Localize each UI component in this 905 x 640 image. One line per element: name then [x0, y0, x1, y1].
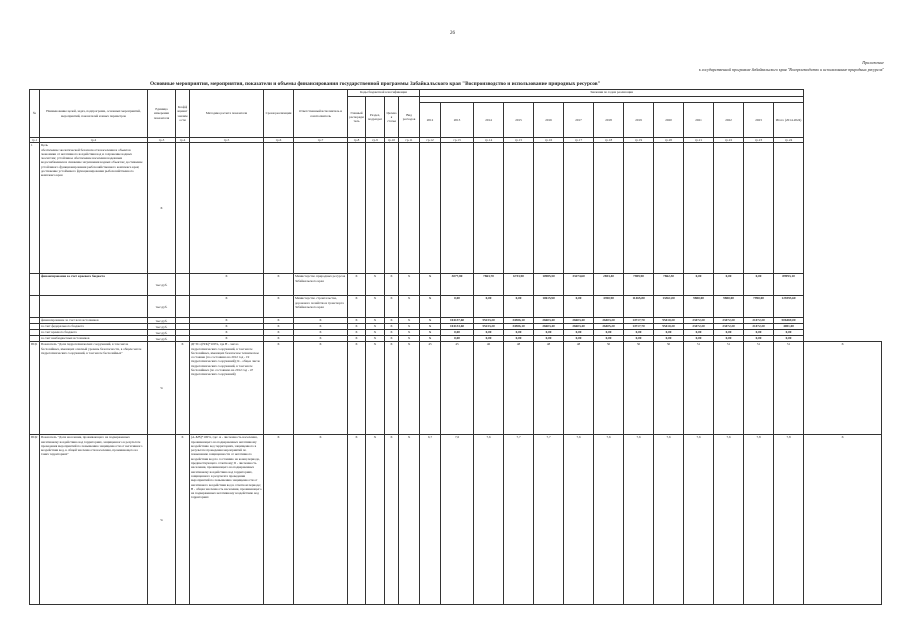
column-number: гр.5	[190, 138, 264, 143]
finance-value: 0,00	[744, 274, 774, 296]
finance-coef	[176, 274, 190, 296]
indicator-code: X	[348, 435, 366, 605]
year-cell: 2015	[504, 103, 534, 138]
finance-deadline: X	[264, 318, 294, 324]
column-number: гр.4	[176, 138, 190, 143]
column-number: гр.9	[366, 138, 385, 143]
finance-value: X	[420, 330, 441, 336]
indicator-code: X	[385, 342, 399, 435]
indicator-value: 51	[744, 342, 774, 435]
finance-unit: тыс.руб.	[148, 296, 176, 318]
finance-value: 0,00	[624, 330, 654, 336]
header-code-admin: Главный распорядитель	[348, 97, 366, 138]
indicator-value: 7,6	[441, 435, 474, 605]
indicator-value: 48	[564, 342, 594, 435]
indicator-coef: X	[176, 342, 190, 435]
finance-code: X	[399, 336, 420, 342]
indicator-value: 50	[654, 342, 684, 435]
header-code-type: Вид расходов	[399, 97, 420, 138]
finance-total: 506469,00	[774, 318, 804, 324]
finance-value: 26603,40	[534, 324, 564, 330]
finance-code: X	[385, 296, 399, 318]
header-deadline: Сроки реализации	[264, 90, 294, 138]
finance-value: 33274,60	[564, 274, 594, 296]
finance-value: 95410,20	[654, 324, 684, 330]
indicator-value: 51	[684, 342, 714, 435]
finance-code: X	[348, 318, 366, 324]
finance-name: за счет внебюджетных источников	[40, 336, 148, 342]
indicator-value: 7,8	[774, 435, 804, 605]
finance-value: 0,00	[441, 336, 474, 342]
finance-value: 55233,20	[474, 318, 504, 324]
indicator-value: 7,7	[534, 435, 564, 605]
finance-executor: Министерство природных ресурсов Забайкальского края	[294, 274, 348, 296]
indicator-value: 7,6	[684, 435, 714, 605]
finance-code: X	[399, 318, 420, 324]
finance-name: финансирование за счет всех источников	[40, 318, 148, 324]
finance-value: 55233,20	[474, 324, 504, 330]
year-cell: 2021	[684, 103, 714, 138]
finance-method: X	[190, 336, 264, 342]
finance-value: 26603,40	[564, 324, 594, 330]
indicator-num: ПЦ2	[30, 435, 40, 605]
goal-empty-cell	[441, 143, 474, 274]
indicator-value: 7,6	[714, 435, 744, 605]
finance-value: 0,00	[504, 296, 534, 318]
finance-value: 0,00	[624, 336, 654, 342]
finance-value: 0,00	[684, 330, 714, 336]
finance-code: X	[399, 296, 420, 318]
indicator-value: 46	[474, 342, 504, 435]
finance-value: 7909,90	[624, 274, 654, 296]
goal-empty-cell	[744, 143, 774, 274]
indicator-value: 45	[441, 342, 474, 435]
indicator-value: 7,6	[624, 435, 654, 605]
finance-value: 23472,20	[714, 324, 744, 330]
finance-code: X	[366, 296, 385, 318]
appendix-line2: к государственной программе Забайкальского края "Воспроизводство и использование природных ресурсов"	[698, 67, 884, 72]
indicator-num: ПЦ1	[30, 342, 40, 435]
column-number: гр.12	[420, 138, 441, 143]
finance-value: 0,00	[564, 330, 594, 336]
finance-value: 0,00	[654, 330, 684, 336]
indicator-value: 48	[504, 342, 534, 435]
header-values: Значения по годам реализации	[420, 90, 804, 97]
indicator-code: X	[399, 342, 420, 435]
finance-value: 26603,40	[534, 318, 564, 324]
finance-value: 0,00	[594, 336, 624, 342]
header-code-section: Раздел, подраздел	[366, 97, 385, 138]
finance-code: X	[399, 330, 420, 336]
indicator-name: Показатель "Доля населения, проживающего на подверженных негативному воздействию вод территориях, защищенного в результате проведения мероприятий по повышению защищенности от негативного воздействия вод, в общей численности населения, проживающего на таких территориях"	[40, 435, 148, 605]
finance-value: 0,00	[564, 296, 594, 318]
goal-empty-cell	[714, 143, 744, 274]
finance-value: 26405,20	[594, 324, 624, 330]
finance-code: X	[385, 274, 399, 296]
indicator-row	[30, 435, 882, 605]
finance-code: X	[348, 324, 366, 330]
finance-total: 0,00	[774, 336, 804, 342]
finance-coef	[176, 296, 190, 318]
finance-code: X	[385, 330, 399, 336]
finance-value: 7862,30	[654, 274, 684, 296]
finance-code: X	[348, 336, 366, 342]
finance-value: 21472,20	[744, 318, 774, 324]
goal-text	[40, 143, 148, 274]
indicator-value: 7,6	[474, 435, 504, 605]
indicator-deadline: X	[264, 342, 294, 435]
year-cell: 2014	[474, 103, 504, 138]
finance-value: 6733,90	[504, 274, 534, 296]
finance-unit: тыс.руб.	[148, 318, 176, 324]
column-number: гр.11	[399, 138, 420, 143]
indicator-coef: X	[176, 435, 190, 605]
column-number: гр.1	[30, 138, 40, 143]
finance-code: X	[385, 336, 399, 342]
indicator-value: 51	[714, 342, 744, 435]
finance-executor: Министерство строительства, дорожного хозяйства и транспорта Забайкальского края	[294, 296, 348, 318]
header-name: Наименование целей, задач, подпрограмм, основных мероприятий, мероприятий, показателей и иных параметров	[40, 90, 148, 138]
finance-value: 95410,20	[654, 318, 684, 324]
goal-empty-cell	[534, 143, 564, 274]
column-number: гр.2	[40, 138, 148, 143]
finance-num	[30, 274, 40, 296]
finance-value: 0,00	[504, 336, 534, 342]
finance-value: 26403,20	[594, 318, 624, 324]
indicator-value: 7,8	[744, 435, 774, 605]
finance-code: X	[399, 274, 420, 296]
finance-value: 10985,50	[534, 274, 564, 296]
goal-empty-cell	[624, 143, 654, 274]
finance-method: X	[190, 324, 264, 330]
indicator-value: 50	[594, 342, 624, 435]
finance-value: X	[420, 324, 441, 330]
finance-executor: X	[294, 330, 348, 336]
column-number: гр.20	[654, 138, 684, 143]
indicator-section	[30, 342, 882, 605]
indicator-row	[30, 342, 882, 435]
year-cell: 2012	[420, 103, 441, 138]
finance-value: 2853,40	[594, 274, 624, 296]
goal-empty-cell	[654, 143, 684, 274]
column-number: гр.21	[684, 138, 714, 143]
column-number: гр.23	[744, 138, 774, 143]
header-num: №	[30, 90, 40, 138]
finance-value: 104133,60	[441, 324, 474, 330]
finance-value: 0,00	[654, 336, 684, 342]
goal-unit-mark: X	[148, 143, 176, 274]
column-number: гр.15	[504, 138, 534, 143]
finance-row	[30, 274, 882, 296]
finance-value: 34586,10	[504, 318, 534, 324]
finance-value: 4390,90	[594, 296, 624, 318]
finance-value: 0,00	[714, 274, 744, 296]
finance-value: 21472,20	[744, 324, 774, 330]
finance-code: X	[366, 324, 385, 330]
finance-code: X	[348, 296, 366, 318]
finance-code: X	[348, 330, 366, 336]
finance-value: X	[420, 296, 441, 318]
finance-value: X	[420, 274, 441, 296]
finance-value: 0,00	[714, 330, 744, 336]
finance-value: 0,00	[474, 296, 504, 318]
finance-executor: X	[294, 336, 348, 342]
finance-code: X	[399, 324, 420, 330]
goal-label: Цель	[41, 143, 48, 148]
finance-value: 0,00	[684, 274, 714, 296]
year-cell: 2022	[714, 103, 744, 138]
indicator-code: X	[385, 435, 399, 605]
column-number: гр.17	[564, 138, 594, 143]
indicator-code: X	[348, 342, 366, 435]
goal-empty-cell	[684, 143, 714, 274]
finance-unit: тыс.руб.	[148, 324, 176, 330]
finance-value: 0,00	[441, 330, 474, 336]
finance-value: 0,00	[684, 336, 714, 342]
finance-code: X	[366, 336, 385, 342]
indicator-value: 50	[624, 342, 654, 435]
finance-row	[30, 296, 882, 318]
header-executor: Ответственный исполнитель и соисполнитель	[294, 90, 348, 138]
finance-value: 14717,70	[624, 324, 654, 330]
indicator-executor: X	[294, 342, 348, 435]
year-cell: 2017	[564, 103, 594, 138]
finance-unit: тыс.руб.	[148, 274, 176, 296]
column-number: гр.24	[774, 138, 804, 143]
finance-deadline: X	[264, 324, 294, 330]
column-number: гр.22	[714, 138, 744, 143]
goal-num: 1	[30, 143, 40, 274]
finance-total: 0,00	[774, 330, 804, 336]
finance-value: 3077,80	[441, 274, 474, 296]
goal-empty-cell	[176, 143, 190, 274]
finance-value: 0,00	[564, 336, 594, 342]
goal-empty-cell	[264, 143, 294, 274]
finance-unit: тыс.руб.	[148, 336, 176, 342]
finance-value: X	[420, 318, 441, 324]
goal-description: обеспечение экологической безопасности населения и объектов экономики от негативного воздействия вод и сохранение водных экосистем; устойчивое обеспечение населения надежным водоснабжением и снижение загрязнения водных объектов; достижение устойчивого функционирования рыбохозяйственного комплекса края; достижение устойчивого функционирования рыбохозяйственного комплекса края	[41, 147, 143, 178]
finance-method: X	[190, 274, 264, 296]
finance-value: 0,00	[534, 330, 564, 336]
column-number: гр.7	[294, 138, 348, 143]
header-code-item: Целевая статья	[385, 97, 399, 138]
indicator-value: 51	[774, 342, 804, 435]
finance-name: финансирование за счет краевого бюджета	[40, 274, 148, 296]
finance-value: 9800,00	[684, 296, 714, 318]
header-total: Итого (2014-2024)	[774, 103, 804, 138]
indicator-unit: %	[148, 342, 176, 435]
finance-value: 0,00	[744, 330, 774, 336]
column-number: гр.6	[264, 138, 294, 143]
finance-value: 10615,90	[534, 296, 564, 318]
indicator-value: 7,6	[594, 435, 624, 605]
indicator-value: 45	[420, 342, 441, 435]
appendix-note	[699, 59, 884, 73]
goal-empty-cell	[774, 143, 804, 274]
indicator-code: X	[366, 435, 385, 605]
finance-method: X	[190, 330, 264, 336]
indicator-name: Показатель "Доля гидротехнических сооружений, в том числе бесхозяйных, имеющих опасный уровень безопасности, в общем числе гидротехнических сооружений, в том числе бесхозяйных"	[40, 342, 148, 435]
goal-empty-cell	[366, 143, 385, 274]
indicator-value: 48	[534, 342, 564, 435]
column-number: гр.16	[534, 138, 564, 143]
finance-value: 0,00	[474, 336, 504, 342]
header-unit: Единица измерения показателя	[148, 90, 176, 138]
finance-value: 26603,40	[564, 318, 594, 324]
goal-empty-cell	[504, 143, 534, 274]
column-number: гр.14	[474, 138, 504, 143]
appendix-line1: Приложение	[862, 60, 884, 65]
year-cell: 2023	[744, 103, 774, 138]
indicator-value: 7,6	[564, 435, 594, 605]
goal-section	[30, 143, 882, 274]
finance-executor: X	[294, 324, 348, 330]
goal-empty-cell	[399, 143, 420, 274]
finance-method: X	[190, 296, 264, 318]
indicator-value: 6,7	[420, 435, 441, 605]
finance-executor: X	[294, 318, 348, 324]
finance-value: 34586,10	[504, 324, 534, 330]
finance-total: 129393,60	[774, 296, 804, 318]
finance-total: 89993,10	[774, 274, 804, 296]
year-cell: 2020	[654, 103, 684, 138]
finance-value: 23472,20	[714, 318, 744, 324]
finance-value: 0,00	[474, 330, 504, 336]
finance-deadline: X	[264, 330, 294, 336]
finance-value: 7863,70	[474, 274, 504, 296]
indicator-method: (А-Б/В)*100%, где: А - численность населения, проживающего на подверженных негативному воздействию вод территориях, защищенного в результате проведения мероприятий по повышению защищенности от негативного воздействия вод по состоянию на конец периода, предшествующего отчетному; Б - численность населения, проживающего на подверженных негативному воздействию вод территориях, защищенного в результате проведения мероприятий по повышению защищенности от негативного воздействия вод в отчетном периоде; В - общая численность населения, проживающего на подверженных негативному воздействию вод территориях	[190, 435, 264, 605]
finance-value: 0,00	[744, 336, 774, 342]
goal-empty-cell	[348, 143, 366, 274]
finance-value: 104137,60	[441, 318, 474, 324]
indicator-total: X	[804, 342, 882, 435]
finance-section	[30, 274, 882, 342]
goal-empty-cell	[190, 143, 264, 274]
column-number: гр.10	[385, 138, 399, 143]
finance-name: за счет федерального бюджета	[40, 324, 148, 330]
column-number: гр.19	[624, 138, 654, 143]
finance-code: X	[385, 324, 399, 330]
indicator-value: 7,7	[504, 435, 534, 605]
year-cell: 2013	[441, 103, 474, 138]
column-number: гр.3	[148, 138, 176, 143]
finance-name: за счет краевого бюджета	[40, 330, 148, 336]
finance-value: 13361,00	[654, 296, 684, 318]
finance-value: 23472,20	[684, 318, 714, 324]
column-number: гр.18	[594, 138, 624, 143]
finance-code: X	[348, 274, 366, 296]
goal-empty-cell	[564, 143, 594, 274]
finance-code: X	[366, 330, 385, 336]
finance-name	[40, 296, 148, 318]
finance-method: X	[190, 318, 264, 324]
finance-deadline: X	[264, 274, 294, 296]
indicator-executor: X	[294, 435, 348, 605]
finance-code: X	[385, 318, 399, 324]
goal-empty-cell	[420, 143, 441, 274]
finance-num	[30, 296, 40, 318]
indicator-code: X	[366, 342, 385, 435]
finance-unit: тыс.руб.	[148, 330, 176, 336]
page-number: 26	[450, 31, 455, 36]
indicator-method: ДГТС=(Н/К)*100%, где Н - число гидротехнических сооружений, в том числе бесхозяйных, имеющих безопасное техническое состояние (по состоянию на 2012 год - 19 гидротехнических сооружений); К - общее число гидротехнических сооружений, в том числе бесхозяйных (по состоянию на 2012 год - 47 гидротехнических сооружений)	[190, 342, 264, 435]
program-table	[29, 89, 882, 605]
column-number: гр.13	[441, 138, 474, 143]
table-header	[30, 90, 882, 138]
finance-value: 0,00	[441, 296, 474, 318]
finance-value: 23472,20	[684, 324, 714, 330]
finance-deadline: X	[264, 296, 294, 318]
finance-value: 14717,70	[624, 318, 654, 324]
goal-row	[30, 143, 882, 274]
finance-code: X	[366, 274, 385, 296]
indicator-value: 7,6	[654, 435, 684, 605]
header-codes: Коды бюджетной классификации	[348, 90, 420, 97]
finance-total: 4001,00	[774, 324, 804, 330]
goal-empty-cell	[385, 143, 399, 274]
finance-value: X	[420, 336, 441, 342]
goal-empty-cell	[294, 143, 348, 274]
year-cell: 2016	[534, 103, 564, 138]
indicator-code: X	[399, 435, 420, 605]
document-title: Основные мероприятия, мероприятия, показатели и объемы финансирования государственной программы Забайкальского края "Воспроизводство и использование природных ресурсов"	[150, 81, 601, 87]
goal-empty-cell	[474, 143, 504, 274]
year-cell: 2018	[594, 103, 624, 138]
finance-value: 0,00	[714, 336, 744, 342]
finance-code: X	[366, 318, 385, 324]
finance-value: 7990,00	[744, 296, 774, 318]
header-coef: Коэффициент значимости	[176, 90, 190, 138]
column-number: гр.8	[348, 138, 366, 143]
finance-value: 0,00	[504, 330, 534, 336]
header-method: Методика расчета показателя	[190, 90, 264, 138]
indicator-unit: %	[148, 435, 176, 605]
finance-deadline: X	[264, 336, 294, 342]
year-cell: 2019	[624, 103, 654, 138]
finance-value: 11465,80	[624, 296, 654, 318]
indicator-deadline: X	[264, 435, 294, 605]
finance-value: 0,00	[594, 330, 624, 336]
indicator-total: X	[804, 435, 882, 605]
finance-value: 9800,00	[714, 296, 744, 318]
finance-value: 0,00	[534, 336, 564, 342]
goal-empty-cell	[594, 143, 624, 274]
